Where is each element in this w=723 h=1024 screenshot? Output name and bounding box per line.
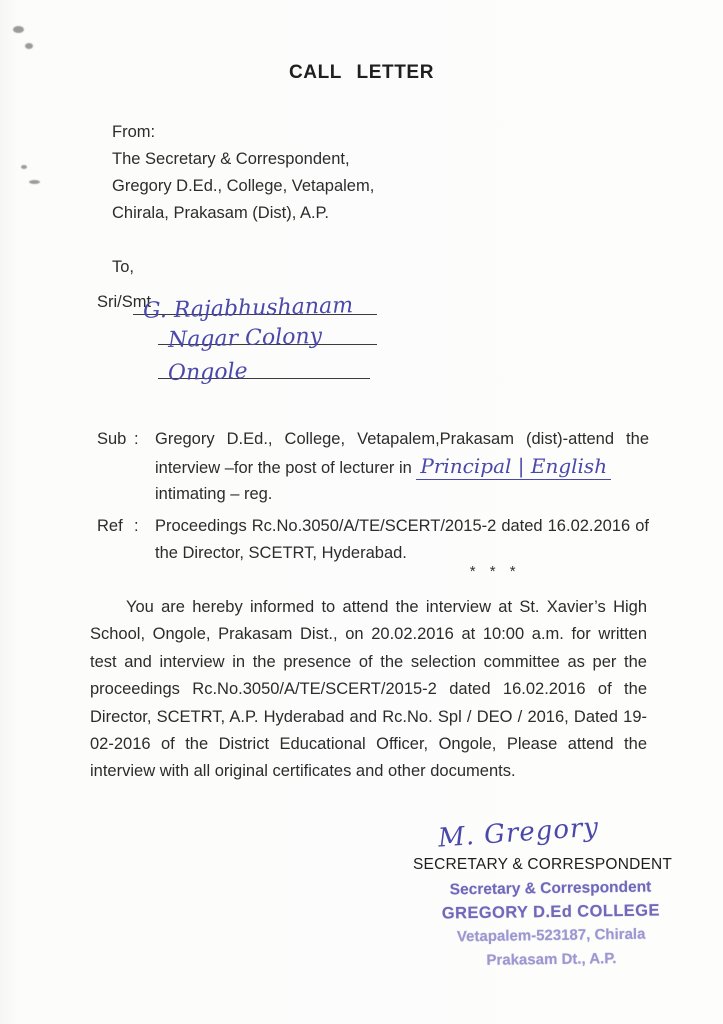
subject-content <box>155 426 649 508</box>
body-paragraph: You are hereby informed to attend the interview at St. Xavier’s High School, Ongole, Prakasam Dist., on 20.02.2016 at 10:00 a.m. for written test and interview in the presence of the selection committee as per the proceedings Rc.No.3050/A/TE/SCERT/2015-2 dated 16.02.2016 of the Director, SCETRT, A.P. Hyderabad and Rc.No. Spl / DEO / 2016, Dated 19-02-2016 of the District Educational Officer, Ongole, Please attend the interview with all original certificates and other documents. <box>90 598 647 781</box>
subject-text: Gregory D.Ed., College, Vetapalem,Prakasam (dist)-attend the interview –for the post of lecturer in <box>155 430 649 477</box>
handwritten-addressee-street: Nagar Colony <box>167 323 323 354</box>
reference-row <box>97 513 649 566</box>
handwritten-addressee-name: G. Rajabhushanam <box>142 293 354 324</box>
from-line: The Secretary & Correspondent, <box>112 150 350 168</box>
from-label: From: <box>112 123 156 141</box>
from-block <box>112 119 374 227</box>
scan-artifact-dot <box>21 165 27 169</box>
subject-label: Sub <box>97 430 127 448</box>
signatory-designation: SECRETARY & CORRESPONDENT <box>413 856 673 873</box>
stamp-line-designation: Secretary & Correspondent <box>449 878 652 899</box>
page-title: CALL LETTER <box>288 62 435 83</box>
from-line: Gregory D.Ed., College, Vetapalem, <box>112 177 375 195</box>
subject-colon: : <box>134 430 139 448</box>
from-line: Chirala, Prakasam (Dist), A.P. <box>112 204 330 222</box>
section-separator: * * * <box>469 563 521 580</box>
handwritten-post-name: Principal | English <box>416 454 611 480</box>
stamp-line-address: Vetapalem-523187, Chirala <box>456 925 646 946</box>
reference-label: Ref <box>97 517 123 535</box>
reference-text: Proceedings Rc.No.3050/A/TE/SCERT/2015-2 dated 16.02.2016 of the Director, SCETRT, Hyderabad. <box>155 517 649 562</box>
handwritten-addressee-city: Ongole <box>167 358 248 387</box>
scan-artifact-dot <box>29 180 40 184</box>
stamp-line-college: GREGORY D.Ed COLLEGE <box>441 900 660 923</box>
subject-row <box>97 426 649 508</box>
scan-artifact-dot <box>25 43 33 49</box>
reference-colon: : <box>134 517 139 535</box>
salutation-label: Sri/Smt <box>97 293 152 311</box>
handwritten-signature: M. Gregory <box>437 812 601 854</box>
office-stamp <box>427 875 674 972</box>
scan-artifact-dot <box>13 26 24 33</box>
stamp-line-district: Prakasam Dt., A.P. <box>486 949 617 969</box>
addressee-city-line <box>158 336 370 387</box>
to-label: To, <box>112 258 135 276</box>
subject-text-closing: intimating – reg. <box>155 485 273 503</box>
